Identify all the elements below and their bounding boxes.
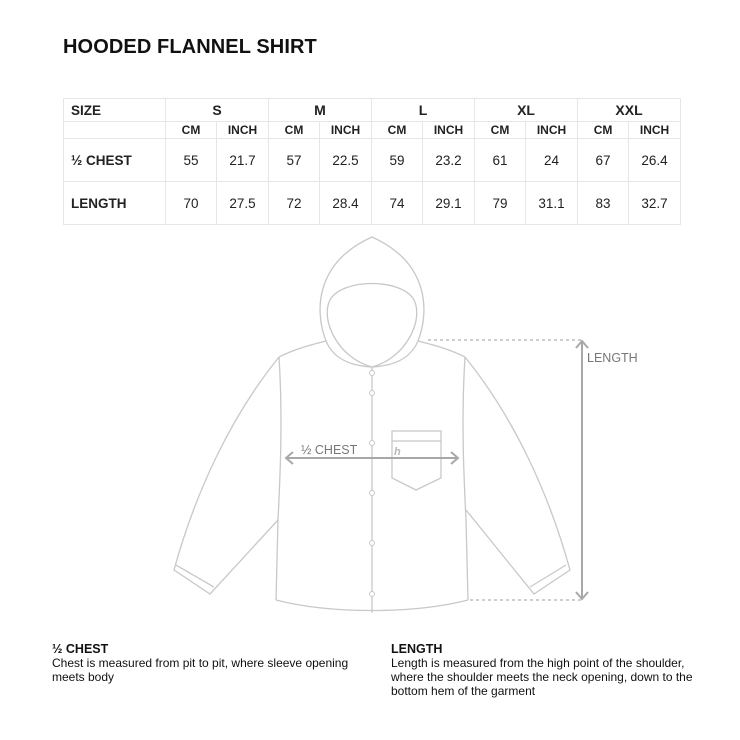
chest-description xyxy=(52,642,352,684)
unit-inch: INCH xyxy=(629,122,681,139)
size-xxl-header: XXL xyxy=(578,99,681,122)
chest-pocket xyxy=(392,431,441,490)
cell-value: 72 xyxy=(269,182,320,225)
length-arrow-icon xyxy=(576,341,588,599)
unit-cm: CM xyxy=(269,122,320,139)
unit-inch: INCH xyxy=(423,122,475,139)
buttons xyxy=(370,371,375,597)
cell-value: 23.2 xyxy=(423,139,475,182)
button-icon xyxy=(370,391,375,396)
length-guides xyxy=(428,340,582,600)
size-s-header: S xyxy=(166,99,269,122)
cell-value: 26.4 xyxy=(629,139,681,182)
left-sleeve xyxy=(174,357,279,594)
length-diagram-label: LENGTH xyxy=(587,351,638,365)
cell-value: 31.1 xyxy=(526,182,578,225)
cell-value: 55 xyxy=(166,139,217,182)
size-header-row xyxy=(64,99,681,122)
unit-header-row xyxy=(64,122,681,139)
chest-arrow-icon xyxy=(286,452,458,464)
cell-value: 67 xyxy=(578,139,629,182)
right-sleeve xyxy=(465,357,570,594)
body-right-side xyxy=(463,357,468,600)
hood-opening xyxy=(327,284,417,368)
cell-value: 59 xyxy=(372,139,423,182)
hood-outer xyxy=(320,237,424,341)
table-row-length xyxy=(64,182,681,225)
button-icon xyxy=(370,592,375,597)
cell-value: 24 xyxy=(526,139,578,182)
cell-value: 57 xyxy=(269,139,320,182)
row-label-length: LENGTH xyxy=(64,182,166,225)
hem xyxy=(276,600,468,611)
cell-value: 29.1 xyxy=(423,182,475,225)
unit-cm: CM xyxy=(166,122,217,139)
hooded-shirt-outline xyxy=(174,237,570,613)
page-title: HOODED FLANNEL SHIRT xyxy=(63,36,317,58)
right-shoulder xyxy=(418,341,465,357)
button-icon xyxy=(370,441,375,446)
brand-logo-icon: h xyxy=(394,446,401,458)
cell-value: 22.5 xyxy=(320,139,372,182)
length-description-text: Length is measured from the high point of the shoulder, where the shoulder meets the neck opening, down to the bottom hem of the garment xyxy=(391,656,693,698)
length-description xyxy=(391,642,711,698)
unit-cm: CM xyxy=(372,122,423,139)
chest-description-text: Chest is measured from pit to pit, where sleeve opening meets body xyxy=(52,656,349,684)
unit-inch: INCH xyxy=(217,122,269,139)
body-left-side xyxy=(276,357,281,600)
button-icon xyxy=(370,541,375,546)
cell-value: 79 xyxy=(475,182,526,225)
cell-value: 74 xyxy=(372,182,423,225)
left-cuff xyxy=(176,565,214,587)
unit-inch: INCH xyxy=(526,122,578,139)
length-description-heading: LENGTH xyxy=(391,642,443,656)
unit-header-blank xyxy=(64,122,166,139)
button-icon xyxy=(370,491,375,496)
button-icon xyxy=(370,371,375,376)
cell-value: 21.7 xyxy=(217,139,269,182)
unit-cm: CM xyxy=(578,122,629,139)
cell-value: 70 xyxy=(166,182,217,225)
cell-value: 32.7 xyxy=(629,182,681,225)
size-l-header: L xyxy=(372,99,475,122)
cell-value: 83 xyxy=(578,182,629,225)
table-row-chest xyxy=(64,139,681,182)
size-xl-header: XL xyxy=(475,99,578,122)
left-shoulder xyxy=(279,341,326,357)
size-chart-table xyxy=(63,98,681,225)
size-header-label: SIZE xyxy=(64,99,166,122)
cell-value: 28.4 xyxy=(320,182,372,225)
size-m-header: M xyxy=(269,99,372,122)
cell-value: 27.5 xyxy=(217,182,269,225)
unit-cm: CM xyxy=(475,122,526,139)
chest-description-heading: ½ CHEST xyxy=(52,642,109,656)
right-cuff xyxy=(530,565,566,587)
chest-diagram-label: ½ CHEST xyxy=(301,443,358,457)
cell-value: 61 xyxy=(475,139,526,182)
row-label-chest: ½ CHEST xyxy=(64,139,166,182)
unit-inch: INCH xyxy=(320,122,372,139)
